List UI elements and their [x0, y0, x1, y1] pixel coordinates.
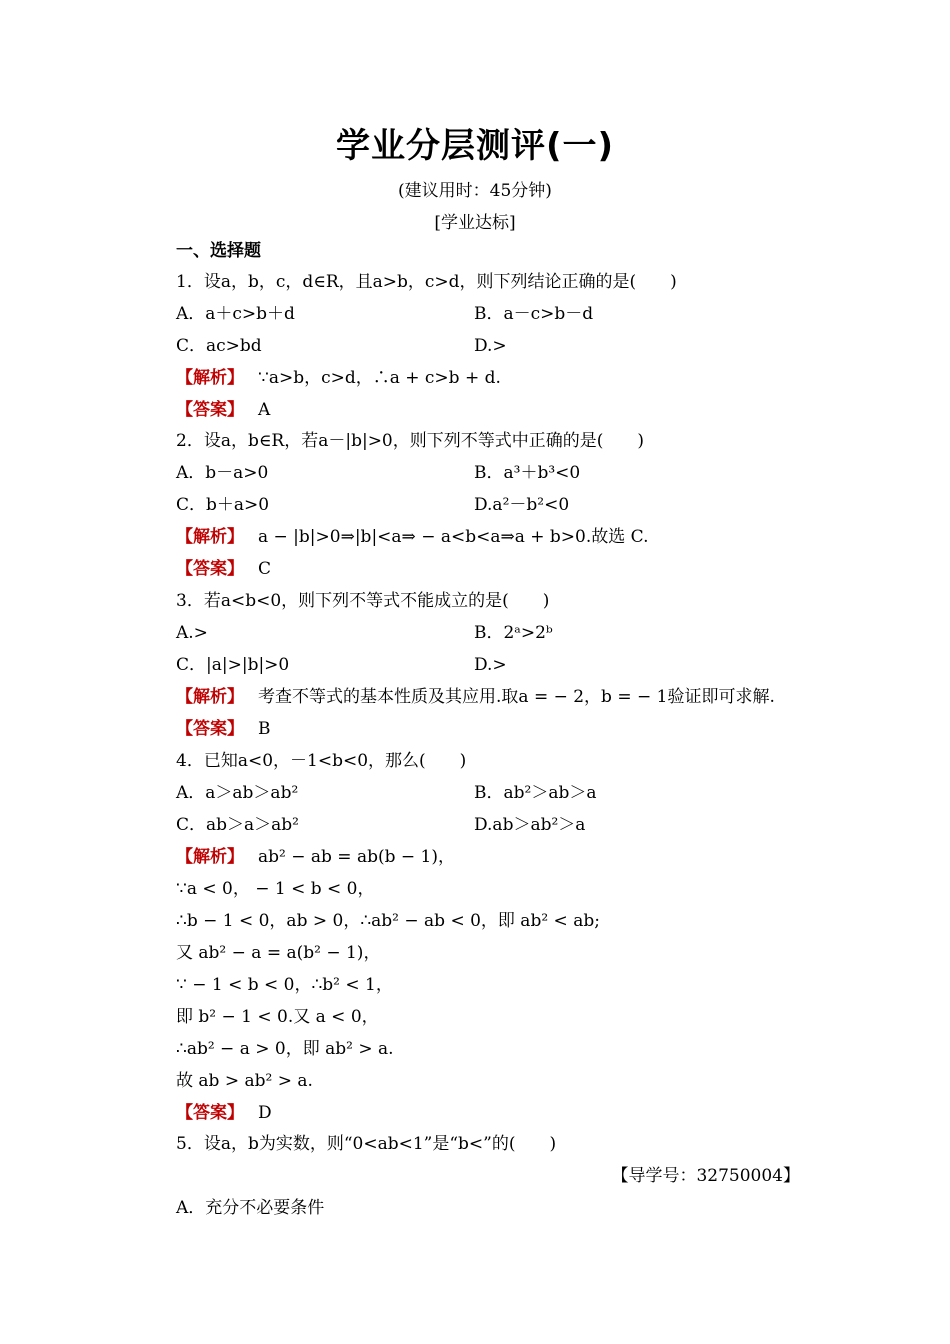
q1-analysis	[176, 366, 501, 390]
q4-step: ∵ − 1 < b < 0，∴b² < 1，	[176, 975, 393, 995]
q4-option-c: C．ab＞a＞ab²	[176, 815, 299, 835]
q2-option-c: C．b＋a>0	[176, 495, 270, 515]
analysis-tag: 【解析】	[176, 368, 244, 388]
q4-step: ∴ab² − a > 0，即 ab² > a.	[176, 1039, 394, 1059]
q1-answer	[176, 398, 270, 422]
q4-step: 故 ab > ab² > a.	[176, 1071, 313, 1091]
q2-option-a: A．b－a>0	[176, 463, 269, 483]
q4-step: ∴b − 1 < 0，ab > 0，∴ab² − ab < 0，即 ab² < ab;	[176, 911, 600, 931]
q3-analysis	[176, 685, 775, 709]
q1-option-a: A．a＋c>b＋d	[176, 304, 295, 324]
q1-option-c: C．ac>bd	[176, 336, 262, 356]
q3-option-a: A.>	[176, 623, 208, 643]
answer-tag: 【答案】	[176, 400, 244, 420]
q1-analysis-text: ∵a>b，c>d，∴a + c>b + d.	[258, 368, 501, 388]
q4-option-b: B．ab²＞ab＞a	[474, 783, 597, 803]
guide-number: 【导学号：32750004】	[611, 1166, 800, 1186]
q3-option-b: B．2ᵃ>2ᵇ	[474, 623, 553, 643]
part-heading: 一、选择题	[176, 241, 261, 261]
analysis-tag: 【解析】	[176, 847, 244, 867]
answer-tag: 【答案】	[176, 719, 244, 739]
page-title: 学业分层测评(一)	[335, 126, 615, 166]
q4-stem: 4．已知a<0，－1<b<0，那么( )	[176, 751, 467, 771]
q4-step: ∵a < 0， − 1 < b < 0，	[176, 879, 375, 899]
q3-answer	[176, 717, 271, 741]
q3-option-c: C．|a|>|b|>0	[176, 655, 290, 675]
q2-stem: 2．设a，b∈R，若a－|b|>0，则下列不等式中正确的是( )	[176, 431, 645, 451]
q3-stem: 3．若a<b<0，则下列不等式不能成立的是( )	[176, 591, 550, 611]
q2-option-d: D.a²－b²<0	[474, 495, 570, 515]
analysis-tag: 【解析】	[176, 687, 244, 707]
q5-option-a: A．充分不必要条件	[176, 1198, 325, 1218]
section-heading: [学业达标]	[434, 213, 516, 233]
q1-stem: 1．设a，b，c，d∈R，且a>b，c>d，则下列结论正确的是( )	[176, 272, 677, 292]
q2-answer-text: C	[258, 559, 272, 579]
q4-step: 又 ab² − a = a(b² − 1)，	[176, 943, 381, 963]
q3-answer-text: B	[258, 719, 271, 739]
q3-analysis-text: 考查不等式的基本性质及其应用.取a = − 2，b = − 1验证即可求解.	[258, 687, 775, 707]
q2-analysis-text: a − |b|>0⇒|b|<a⇒ − a<b<a⇒a + b>0.故选 C.	[258, 527, 649, 547]
q1-answer-text: A	[258, 400, 271, 420]
q4-step: 即 b² − 1 < 0.又 a < 0，	[176, 1007, 379, 1027]
q4-answer-text: D	[258, 1103, 272, 1123]
q1-option-d: D.>	[474, 336, 507, 356]
q4-option-a: A．a＞ab＞ab²	[176, 783, 299, 803]
q4-analysis-text: ab² − ab = ab(b − 1)，	[258, 847, 455, 867]
q2-option-b: B．a³＋b³<0	[474, 463, 581, 483]
q4-answer	[176, 1101, 272, 1125]
q2-answer	[176, 557, 271, 581]
analysis-tag: 【解析】	[176, 527, 244, 547]
q4-analysis	[176, 845, 455, 869]
q1-option-b: B．a－c>b－d	[474, 304, 594, 324]
q4-option-d: D.ab＞ab²＞a	[474, 815, 586, 835]
q2-analysis	[176, 525, 648, 549]
answer-tag: 【答案】	[176, 1103, 244, 1123]
q3-option-d: D.>	[474, 655, 507, 675]
time-note: (建议用时：45分钟)	[398, 181, 552, 201]
answer-tag: 【答案】	[176, 559, 244, 579]
q5-stem: 5．设a，b为实数，则“0<ab<1”是“b<”的( )	[176, 1134, 557, 1154]
